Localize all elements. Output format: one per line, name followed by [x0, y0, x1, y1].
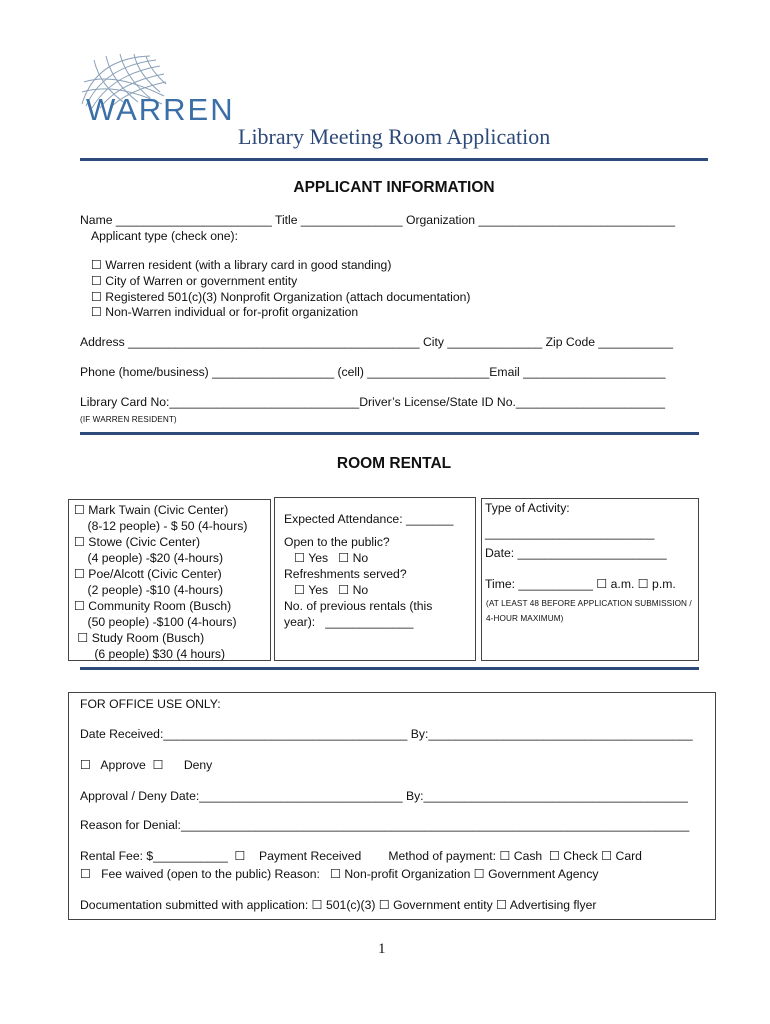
applicant-type-option[interactable]: ☐ Registered 501(c)(3) Nonprofit Organization (attach documentation) [91, 290, 471, 304]
activity-field[interactable]: _________________________ [485, 526, 655, 540]
office-use-heading: FOR OFFICE USE ONLY: [80, 697, 221, 711]
approve-deny-checkboxes[interactable]: ☐ Approve ☐ Deny [80, 758, 213, 772]
applicant-type-option[interactable]: ☐ Warren resident (with a library card in good standing) [91, 258, 392, 272]
rental-fee-line[interactable]: Rental Fee: $___________ ☐ Payment Received Method of payment: ☐ Cash ☐ Check ☐ Card [80, 849, 642, 863]
section-divider [80, 667, 699, 670]
room-option[interactable]: ☐ Community Room (Busch) [74, 599, 232, 613]
title-divider [80, 158, 708, 161]
svg-text:WARREN: WARREN [86, 92, 235, 124]
applicant-type-option[interactable]: ☐ Non-Warren individual or for-profit organization [91, 305, 359, 319]
room-option-detail: (8-12 people) - $ 50 (4-hours) [74, 519, 248, 533]
logo-globe-icon [76, 52, 276, 124]
applicant-type-prompt: Applicant type (check one): [91, 229, 239, 243]
documentation-line[interactable]: Documentation submitted with application: ☐ 501(c)(3) ☐ Government entity ☐ Advertising flyer [80, 898, 597, 912]
activity-label: Type of Activity: [485, 501, 570, 515]
previous-rentals-field[interactable]: year): _____________ [284, 615, 414, 629]
fee-waived-line[interactable]: ☐ Fee waived (open to the public) Reason: ☐ Non-profit Organization ☐ Government Agency [80, 867, 599, 881]
refreshments-yes-no[interactable]: ☐ Yes ☐ No [284, 583, 369, 597]
timing-notice: 4-HOUR MAXIMUM) [486, 614, 564, 623]
time-field[interactable]: Time: ___________ ☐ a.m. ☐ p.m. [485, 577, 676, 591]
room-rental-heading: ROOM RENTAL [336, 455, 452, 472]
page-number: 1 [378, 941, 386, 957]
applicant-info-heading: APPLICANT INFORMATION [293, 179, 495, 196]
library-card-line[interactable]: Library Card No:____________________________Driver’s License/State ID No.______________________ [80, 395, 666, 409]
phone-line[interactable]: Phone (home/business) __________________ (cell) __________________Email _____________________ [80, 365, 666, 379]
open-public-label: Open to the public? [284, 535, 390, 549]
room-option[interactable]: ☐ Poe/Alcott (Civic Center) [74, 567, 222, 581]
previous-rentals-label: No. of previous rentals (this [284, 599, 433, 613]
address-line[interactable]: Address ___________________________________________ City ______________ Zip Code ___________ [80, 335, 673, 349]
room-option-detail: (6 people) $30 (4 hours) [74, 647, 226, 661]
applicant-type-option[interactable]: ☐ City of Warren or government entity [91, 274, 298, 288]
room-option[interactable]: ☐ Stowe (Civic Center) [74, 535, 201, 549]
room-option-detail: (4 people) -$20 (4-hours) [74, 551, 224, 565]
page-title: Library Meeting Room Application [238, 124, 551, 149]
resident-note: (IF WARREN RESIDENT) [80, 415, 177, 424]
room-option[interactable]: ☐ Study Room (Busch) [74, 631, 205, 645]
open-public-yes-no[interactable]: ☐ Yes ☐ No [284, 551, 369, 565]
name-title-org-line[interactable]: Name _______________________ Title _______________ Organization _____________________________ [80, 213, 676, 227]
date-field[interactable]: Date: ______________________ [485, 546, 667, 560]
warren-logo [76, 52, 276, 124]
date-received-field[interactable]: Date Received:____________________________________ By:_______________________________________ [80, 727, 693, 741]
room-option-detail: (50 people) -$100 (4-hours) [74, 615, 237, 629]
reason-denial-field[interactable]: Reason for Denial:___________________________________________________________________________ [80, 818, 690, 832]
approval-date-field[interactable]: Approval / Deny Date:______________________________ By:_______________________________________ [80, 789, 688, 803]
room-option[interactable]: ☐ Mark Twain (Civic Center) [74, 503, 229, 517]
expected-attendance-field[interactable]: Expected Attendance: _______ [284, 512, 454, 526]
section-divider [80, 432, 699, 435]
room-option-detail: (2 people) -$10 (4-hours) [74, 583, 224, 597]
timing-notice: (AT LEAST 48 BEFORE APPLICATION SUBMISSION / [486, 599, 692, 608]
refreshments-label: Refreshments served? [284, 567, 407, 581]
